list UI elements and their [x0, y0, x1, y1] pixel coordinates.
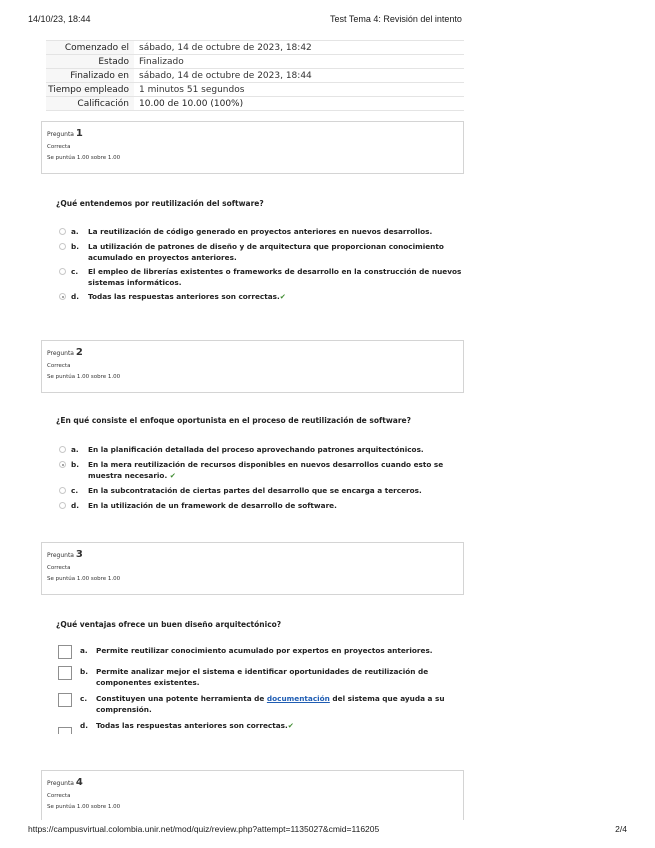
question-number [47, 549, 458, 561]
summary-label: Tiempo empleado [46, 83, 134, 97]
answer-option[interactable] [58, 266, 468, 288]
question-info-box [41, 542, 464, 595]
radio-button[interactable] [59, 487, 66, 494]
page-url: https://campusvirtual.colombia.unir.net/mod/quiz/review.php?attempt=1135027&cmid=116205 [28, 824, 380, 834]
checkbox[interactable] [58, 727, 72, 734]
answer-option[interactable] [58, 444, 468, 455]
answer-option[interactable] [58, 459, 468, 481]
question-prefix: Pregunta [47, 552, 74, 559]
answer-option[interactable] [58, 226, 468, 237]
question-text: ¿En qué consiste el enfoque oportunista en el proceso de reutilización de software? [56, 416, 411, 425]
summary-value: sábado, 14 de octubre de 2023, 18:42 [139, 42, 312, 53]
answer-option[interactable] [58, 693, 468, 715]
option-text: En la utilización de un framework de desarrollo de software. [88, 501, 337, 510]
answer-list [58, 645, 468, 731]
page-number: 2/4 [615, 824, 627, 834]
summary-value: 1 minutos 51 segundos [139, 84, 245, 95]
attempt-summary-table [46, 40, 464, 111]
summary-label: Finalizado en [46, 69, 134, 83]
answer-option[interactable] [58, 241, 468, 263]
radio-button[interactable] [59, 502, 66, 509]
question-prefix: Pregunta [47, 350, 74, 357]
checkbox[interactable] [58, 693, 72, 707]
summary-value: 10.00 de 10.00 (100%) [139, 98, 244, 109]
radio-button-selected[interactable] [59, 461, 66, 468]
summary-row [46, 55, 464, 69]
radio-button[interactable] [59, 228, 66, 235]
summary-label: Comenzado el [46, 41, 134, 55]
answer-list [58, 226, 468, 302]
check-icon: ✔ [169, 471, 176, 480]
question-prefix: Pregunta [47, 131, 74, 138]
option-letter: b. [80, 667, 88, 676]
radio-button[interactable] [59, 446, 66, 453]
option-text: En la subcontratación de ciertas partes del desarrollo que se encarga a terceros. [88, 486, 422, 495]
question-number-value: 2 [75, 347, 83, 358]
radio-button[interactable] [59, 268, 66, 275]
question-info-box [41, 121, 464, 174]
option-letter: d. [71, 292, 79, 301]
question-prefix: Pregunta [47, 780, 74, 787]
question-state: Correcta [47, 144, 71, 150]
summary-value: Finalizado [139, 56, 184, 67]
option-text: En la planificación detallada del proceso aprovechando patrones arquitectónicos. [88, 445, 424, 454]
question-number [47, 128, 458, 140]
question-number-value: 1 [75, 128, 83, 139]
summary-value: sábado, 14 de octubre de 2023, 18:44 [139, 70, 312, 81]
answer-option[interactable] [58, 666, 468, 688]
option-text-before: Constituyen una potente herramienta de [96, 694, 265, 703]
answer-option[interactable] [58, 500, 468, 511]
question-grade: Se puntúa 1.00 sobre 1.00 [47, 374, 121, 380]
question-number [47, 777, 458, 789]
option-text: La reutilización de código generado en proyectos anteriores en nuevos desarrollos. [88, 227, 433, 236]
print-footer [28, 824, 627, 836]
question-state: Correcta [47, 363, 71, 369]
question-info-box [41, 340, 464, 393]
option-text-after: del sistema que ayuda a su comprensión. [96, 694, 445, 714]
check-icon: ✔ [287, 721, 294, 730]
radio-button[interactable] [59, 243, 66, 250]
summary-label: Estado [46, 55, 134, 69]
answer-list [58, 444, 468, 511]
option-letter: d. [80, 721, 88, 730]
summary-row [46, 41, 464, 55]
question-grade: Se puntúa 1.00 sobre 1.00 [47, 155, 121, 161]
print-title: Test Tema 4: Revisión del intento [330, 14, 462, 24]
checkbox[interactable] [58, 666, 72, 680]
summary-row [46, 69, 464, 83]
option-letter: d. [71, 501, 79, 510]
question-grade: Se puntúa 1.00 sobre 1.00 [47, 804, 121, 810]
question-state: Correcta [47, 565, 71, 571]
option-text: Todas las respuestas anteriores son correctas. [88, 292, 280, 301]
option-letter: b. [71, 242, 79, 251]
check-icon: ✔ [279, 292, 286, 301]
option-letter: a. [71, 227, 79, 236]
summary-row [46, 83, 464, 97]
question-number-value: 4 [75, 777, 83, 788]
question-grade: Se puntúa 1.00 sobre 1.00 [47, 576, 121, 582]
option-letter: c. [71, 486, 79, 495]
option-letter: a. [71, 445, 79, 454]
option-letter: c. [71, 267, 79, 276]
print-header [28, 14, 627, 26]
answer-option[interactable] [58, 291, 468, 302]
answer-option[interactable] [58, 720, 468, 731]
option-text: El empleo de librerías existentes o frameworks de desarrollo en la construcción de nuevos sistemas informáticos. [88, 267, 462, 287]
print-datetime: 14/10/23, 18:44 [28, 14, 91, 24]
option-text: Permite reutilizar conocimiento acumulado por expertos en proyectos anteriores. [96, 646, 433, 655]
question-state: Correcta [47, 793, 71, 799]
answer-option[interactable] [58, 485, 468, 496]
option-text: Todas las respuestas anteriores son correctas. [96, 721, 288, 730]
question-info-box [41, 770, 464, 820]
option-text: Permite analizar mejor el sistema e identificar oportunidades de reutilización de componentes existentes. [96, 667, 429, 687]
checkbox[interactable] [58, 645, 72, 659]
option-text: En la mera reutilización de recursos disponibles en nuevos desarrollos cuando esto se muestra necesario. [88, 460, 444, 480]
question-number [47, 347, 458, 359]
documentation-link[interactable]: documentación [266, 694, 330, 703]
option-letter: b. [71, 460, 79, 469]
option-letter: c. [80, 694, 88, 703]
question-number-value: 3 [75, 549, 83, 560]
radio-button-selected[interactable] [59, 293, 66, 300]
option-text: La utilización de patrones de diseño y de arquitectura que proporcionan conocimiento acumulado en proyectos anteriores. [88, 242, 444, 262]
option-letter: a. [80, 646, 88, 655]
question-text: ¿Qué ventajas ofrece un buen diseño arquitectónico? [56, 620, 282, 629]
answer-option[interactable] [58, 645, 468, 656]
summary-label: Calificación [46, 97, 134, 111]
question-text: ¿Qué entendemos por reutilización del software? [56, 199, 264, 208]
summary-row [46, 97, 464, 111]
